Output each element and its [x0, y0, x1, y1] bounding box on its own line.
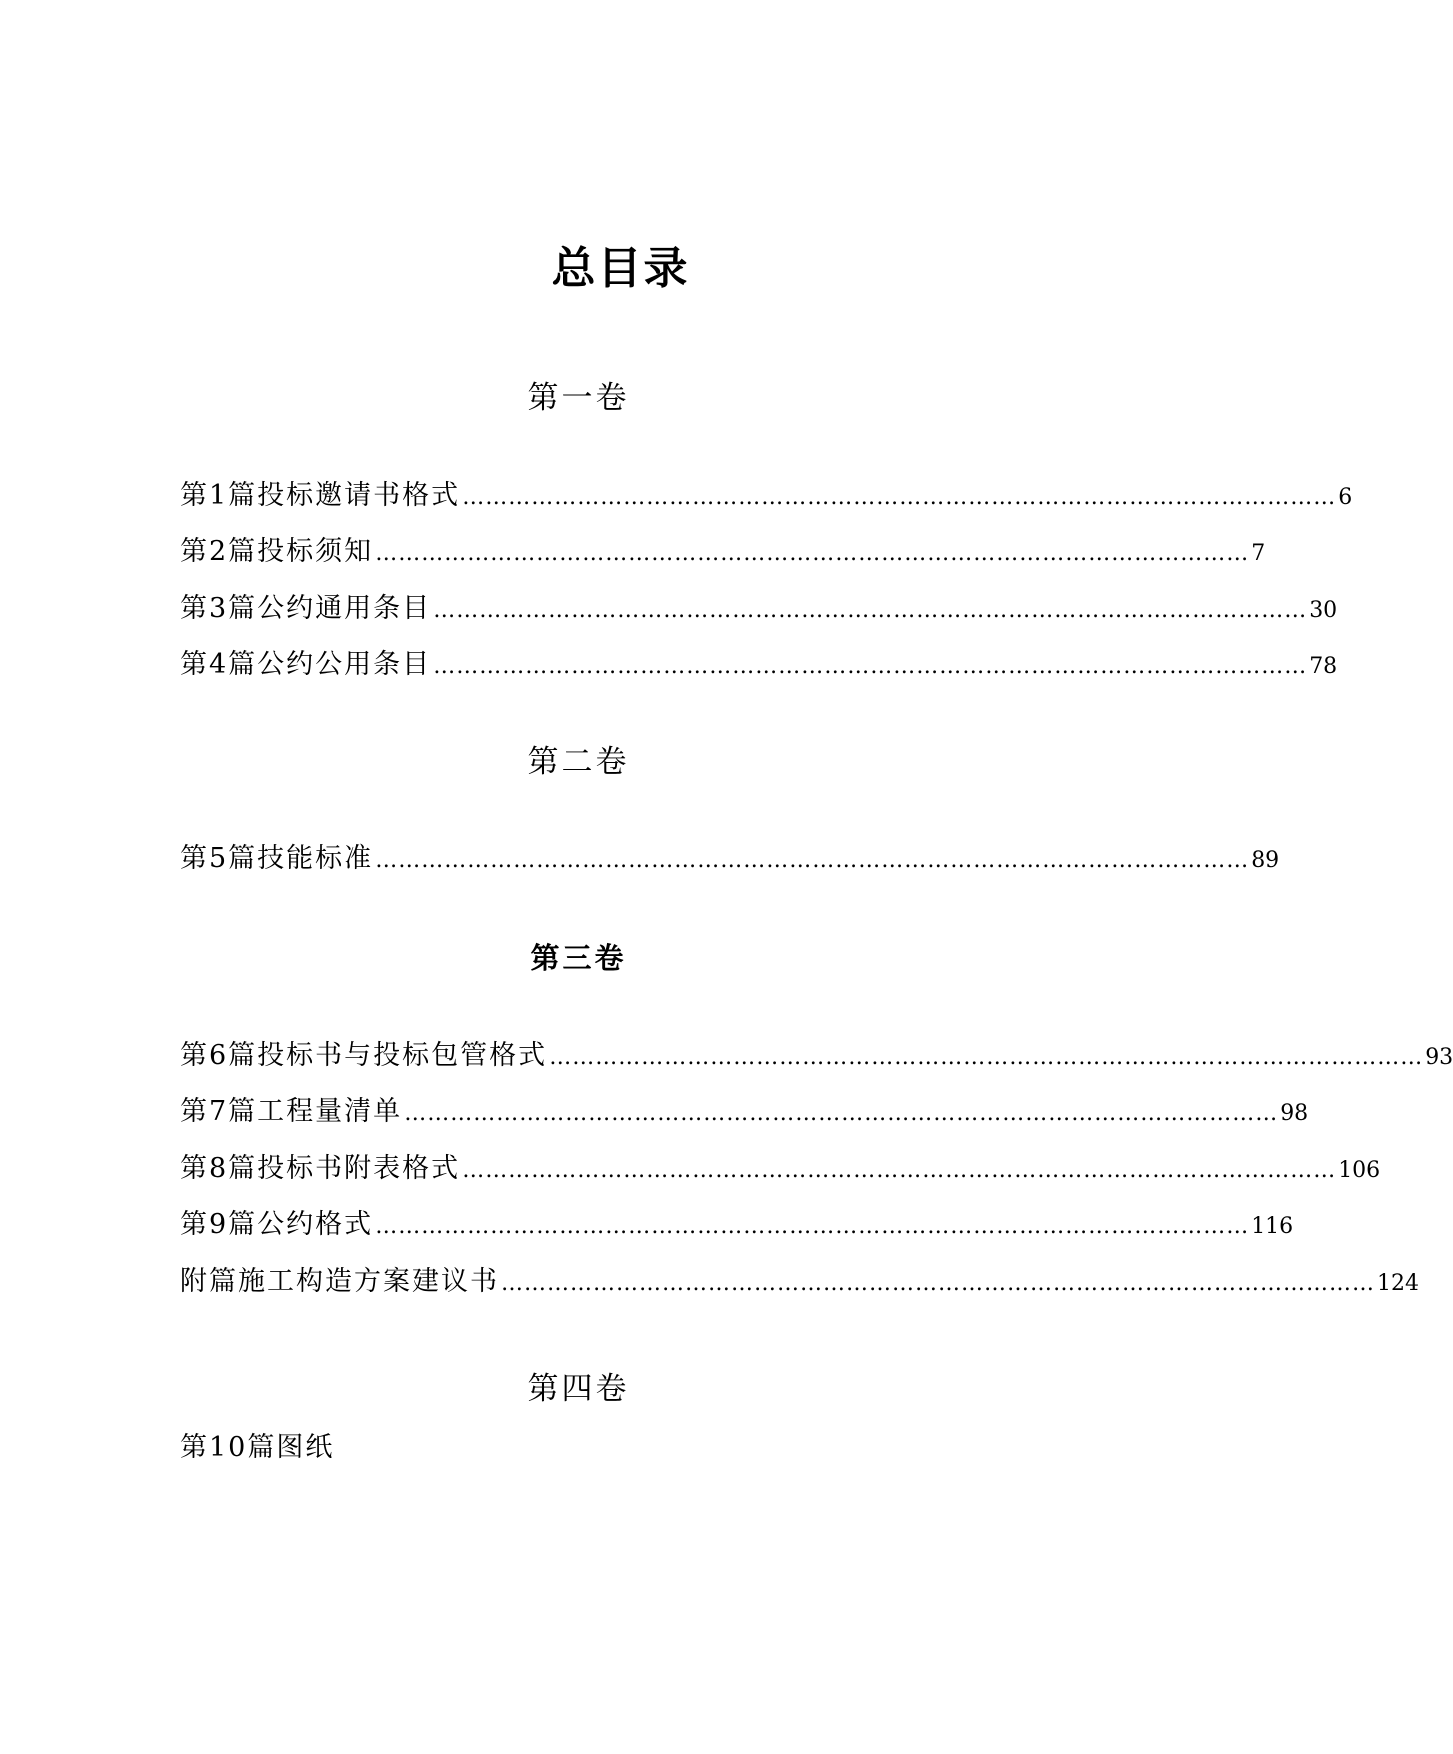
- toc-entry-page: 124: [1377, 1271, 1419, 1296]
- toc-entry-label: 附篇施工构造方案建议书: [180, 1266, 499, 1297]
- toc-entry[interactable]: [180, 647, 1338, 683]
- toc-entry[interactable]: [180, 478, 1353, 514]
- toc-leader-dots: ……………………………………………………………………………………………………: [549, 1045, 1424, 1070]
- toc-entry[interactable]: [180, 1264, 1419, 1300]
- toc-entry-label: 第2篇投标须知: [180, 536, 374, 567]
- page-title: 总目录: [551, 243, 690, 294]
- toc-entry-page: 30: [1309, 598, 1338, 623]
- toc-leader-dots: ……………………………………………………………………………………………………: [375, 848, 1250, 873]
- toc-entry-page: 6: [1338, 485, 1353, 510]
- toc-entry-page: 116: [1251, 1214, 1294, 1239]
- toc-entry[interactable]: [180, 1207, 1294, 1243]
- volume-heading-3: 第三卷: [530, 941, 627, 975]
- toc-entry-page: 7: [1251, 541, 1266, 566]
- toc-leader-dots: ……………………………………………………………………………………………………: [433, 598, 1308, 623]
- toc-entry[interactable]: [180, 591, 1338, 627]
- toc-leader-dots: ……………………………………………………………………………………………………: [501, 1271, 1375, 1296]
- toc-leader-dots: ……………………………………………………………………………………………………: [375, 541, 1250, 566]
- toc-entry-page: 78: [1309, 654, 1338, 679]
- toc-leader-dots: ……………………………………………………………………………………………………: [375, 1214, 1250, 1239]
- toc-entry-page: 98: [1280, 1101, 1309, 1126]
- toc-entry-label: 第9篇公约格式: [180, 1209, 374, 1240]
- toc-entry-label: 第10篇图纸: [180, 1432, 335, 1463]
- toc-entry-label: 第3篇公约通用条目: [180, 593, 432, 624]
- toc-entry-label: 第1篇投标邀请书格式: [180, 480, 461, 511]
- toc-entry-label: 第7篇工程量清单: [180, 1096, 403, 1127]
- toc-entry-page: 89: [1251, 848, 1280, 873]
- toc-entry[interactable]: [180, 1038, 1453, 1074]
- toc-entry-label: 第6篇投标书与投标包管格式: [180, 1040, 548, 1071]
- toc-leader-dots: ……………………………………………………………………………………………………: [433, 654, 1308, 679]
- toc-leader-dots: ……………………………………………………………………………………………………: [462, 1158, 1337, 1183]
- toc-leader-dots: ……………………………………………………………………………………………………: [404, 1101, 1279, 1126]
- volume-heading-4: 第四卷: [527, 1371, 630, 1407]
- toc-entry[interactable]: [180, 1151, 1381, 1187]
- toc-entry[interactable]: [180, 1430, 334, 1466]
- toc-entry[interactable]: [180, 841, 1280, 877]
- toc-entry-page: 93: [1425, 1045, 1453, 1070]
- toc-entry-page: 106: [1338, 1158, 1381, 1183]
- volume-heading-1: 第一卷: [527, 380, 630, 416]
- toc-entry-label: 第4篇公约公用条目: [180, 649, 432, 680]
- toc-entry-label: 第8篇投标书附表格式: [180, 1153, 461, 1184]
- toc-entry[interactable]: [180, 534, 1266, 570]
- toc-entry-label: 第5篇技能标准: [180, 843, 374, 874]
- toc-leader-dots: ……………………………………………………………………………………………………: [462, 485, 1337, 510]
- volume-heading-2: 第二卷: [527, 744, 630, 780]
- toc-entry[interactable]: [180, 1094, 1309, 1130]
